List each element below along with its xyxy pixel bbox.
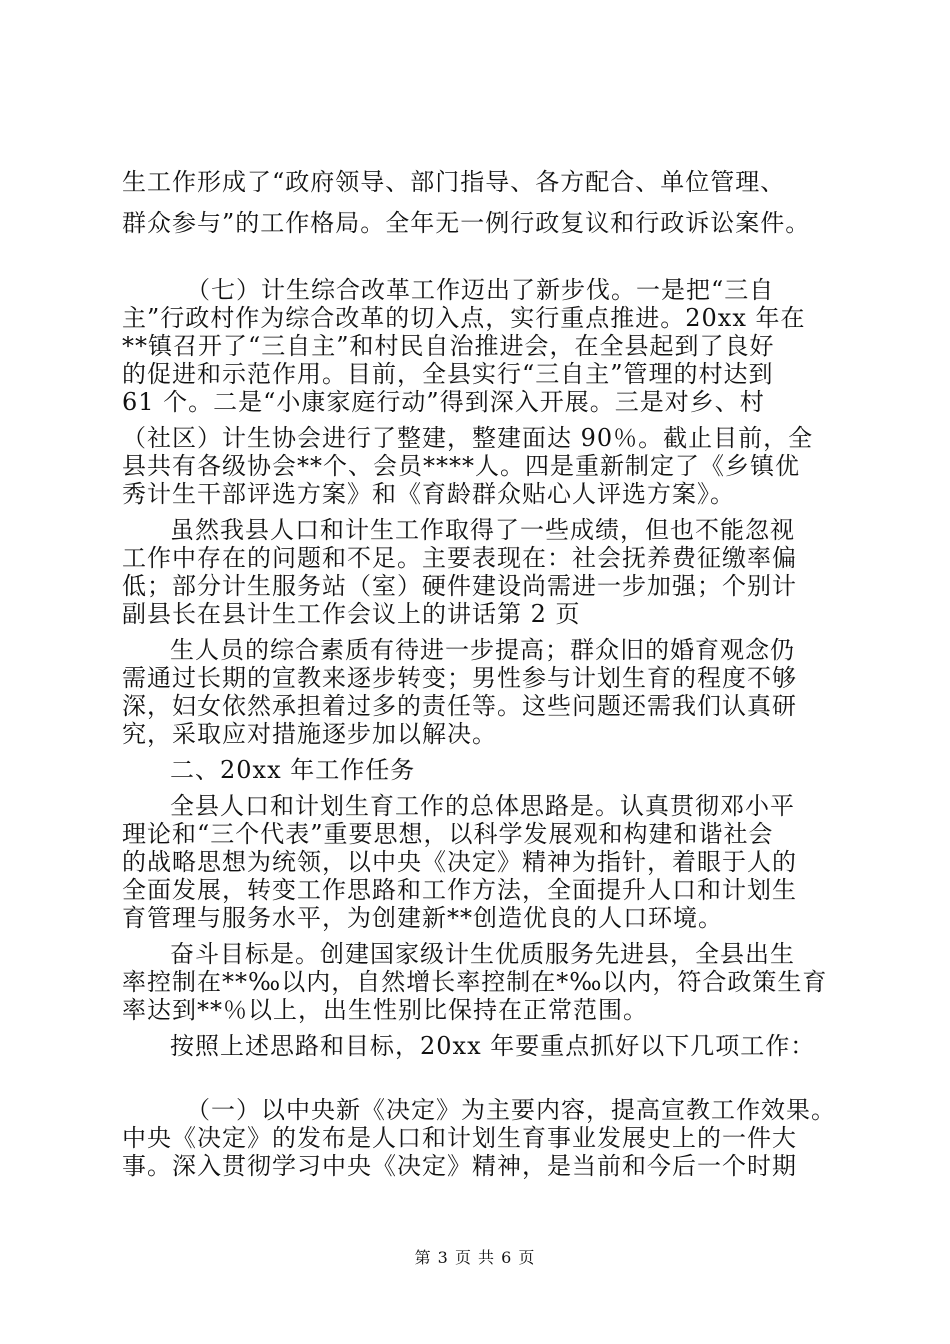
text-line: 全面发展，转变工作思路和工作方法，全面提升人口和计划生 bbox=[122, 876, 797, 904]
text-line: 的战略思想为统领，以中央《决定》精神为指针，着眼于人的 bbox=[122, 848, 797, 876]
paragraph-first-line: 生人员的综合素质有待进一步提高；群众旧的婚育观念仍 bbox=[170, 636, 795, 664]
text-line: 事。深入贯彻学习中央《决定》精神，是当前和今后一个时期 bbox=[122, 1152, 797, 1180]
text-line: 低；部分计生服务站（室）硬件建设尚需进一步加强；个别计 bbox=[122, 572, 797, 600]
section-heading: 二、20xx 年工作任务 bbox=[170, 756, 416, 784]
text-line: 率控制在**‰以内，自然增长率控制在*‰以内，符合政策生育 bbox=[122, 968, 828, 996]
paragraph-first-line: 全县人口和计划生育工作的总体思路是。认真贯彻邓小平 bbox=[170, 792, 795, 820]
text-line: 县共有各级协会**个、会员****人。四是重新制定了《乡镇优 bbox=[122, 452, 800, 480]
text-line: 率达到**％以上，出生性别比保持在正常范围。 bbox=[122, 996, 648, 1024]
text-line: 中央《决定》的发布是人口和计划生育事业发展史上的一件大 bbox=[122, 1124, 797, 1152]
text-line: 究，采取应对措施逐步加以解决。 bbox=[122, 720, 497, 748]
text-line: 需通过长期的宣教来逐步转变；男性参与计划生育的程度不够 bbox=[122, 664, 797, 692]
paragraph-first-line: （七）计生综合改革工作迈出了新步伐。一是把“三自 bbox=[186, 276, 775, 304]
text-line: （社区）计生协会进行了整建，整建面达 90％。截止目前，全 bbox=[122, 424, 814, 452]
paragraph-first-line: 按照上述思路和目标，20xx 年要重点抓好以下几项工作： bbox=[170, 1032, 816, 1060]
text-line: 61 个。二是“小康家庭行动”得到深入开展。三是对乡、村 bbox=[122, 388, 765, 416]
page-footer: 第 3 页 共 6 页 bbox=[414, 1248, 536, 1267]
text-line: 深，妇女依然承担着过多的责任等。这些问题还需我们认真研 bbox=[122, 692, 797, 720]
page-break-note: 副县长在县计生工作会议上的讲话第 2 页 bbox=[122, 600, 581, 628]
text-line: 主”行政村作为综合改革的切入点，实行重点推进。20xx 年在 bbox=[122, 304, 806, 332]
text-line: 生工作形成了“政府领导、部门指导、各方配合、单位管理、 bbox=[122, 168, 786, 196]
paragraph-first-line: 奋斗目标是。创建国家级计生优质服务先进县，全县出生 bbox=[170, 940, 795, 968]
text-line: 群众参与”的工作格局。全年无一例行政复议和行政诉讼案件。 bbox=[122, 209, 811, 237]
paragraph-first-line: （一）以中央新《决定》为主要内容，提高宣教工作效果。 bbox=[186, 1096, 836, 1124]
text-line: 工作中存在的问题和不足。主要表现在：社会抚养费征缴率偏 bbox=[122, 544, 797, 572]
text-line: 秀计生干部评选方案》和《育龄群众贴心人评选方案》。 bbox=[122, 480, 735, 508]
text-line: 理论和“三个代表”重要思想，以科学发展观和构建和谐社会 bbox=[122, 820, 774, 848]
text-line: 的促进和示范作用。目前，全县实行“三自主”管理的村达到 bbox=[122, 360, 774, 388]
paragraph-first-line: 虽然我县人口和计生工作取得了一些成绩，但也不能忽视 bbox=[170, 516, 795, 544]
text-line: **镇召开了“三自主”和村民自治推进会，在全县起到了良好 bbox=[122, 332, 775, 360]
text-line: 育管理与服务水平，为创建新**创造优良的人口环境。 bbox=[122, 904, 723, 932]
